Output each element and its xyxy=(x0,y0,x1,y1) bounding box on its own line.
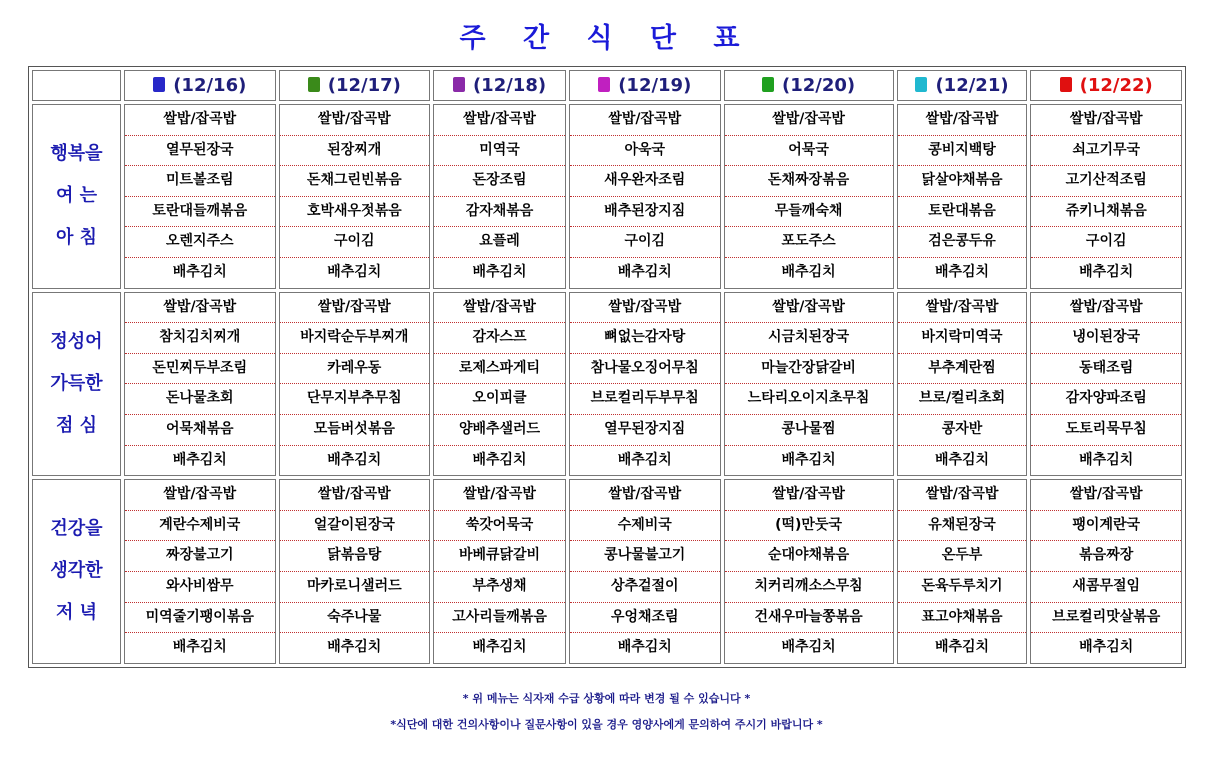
menu-item: 쌀밥/잡곡밥 xyxy=(434,105,565,136)
day-date: (12/19) xyxy=(618,75,692,96)
menu-item: 시금치된장국 xyxy=(725,323,893,354)
menu-cell xyxy=(569,479,721,664)
menu-item: 돈나물초회 xyxy=(125,384,275,415)
menu-item: 콩나물불고기 xyxy=(570,541,720,572)
menu-item: 배추된장지짐 xyxy=(570,197,720,228)
menu-item: 열무된장지짐 xyxy=(570,415,720,446)
menu-cell xyxy=(1030,479,1182,664)
meal-label-line: 점 심 xyxy=(55,414,98,436)
menu-item: 열무된장국 xyxy=(125,136,275,167)
menu-item: 카레우동 xyxy=(280,354,430,385)
menu-item: 브로/컬리초회 xyxy=(898,384,1027,415)
menu-item: 브로컬리맛살볶음 xyxy=(1031,603,1181,634)
menu-item: 배추김치 xyxy=(172,639,227,656)
menu-item: 팽이계란국 xyxy=(1031,511,1181,542)
menu-item: 바지락미역국 xyxy=(898,323,1027,354)
menu-item: 배추김치 xyxy=(617,639,672,656)
menu-item: 쌀밥/잡곡밥 xyxy=(570,293,720,324)
menu-item: 쑥갓어묵국 xyxy=(434,511,565,542)
menu-item: 고사리들깨볶음 xyxy=(434,603,565,634)
meal-label-dinner xyxy=(32,479,121,664)
menu-item: 구이김 xyxy=(1031,227,1181,258)
menu-item: 참치김치찌개 xyxy=(125,323,275,354)
menu-item: 쌀밥/잡곡밥 xyxy=(898,293,1027,324)
menu-item: 배추김치 xyxy=(617,451,672,468)
menu-item: 마카로니샐러드 xyxy=(280,572,430,603)
menu-item: 쌀밥/잡곡밥 xyxy=(280,480,430,511)
menu-item: 단무지부추무침 xyxy=(280,384,430,415)
meal-label-line: 행복을 xyxy=(50,143,103,165)
day-header-wed xyxy=(433,70,566,101)
menu-item: 미역국 xyxy=(434,136,565,167)
menu-item: 배추김치 xyxy=(327,263,382,280)
menu-item: 감자채볶음 xyxy=(434,197,565,228)
menu-item: 닭볶음탕 xyxy=(280,541,430,572)
menu-item: 오렌지주스 xyxy=(125,227,275,258)
menu-item: 쌀밥/잡곡밥 xyxy=(898,480,1027,511)
meal-label-line: 생각한 xyxy=(50,560,103,582)
menu-cell xyxy=(433,292,566,477)
menu-cell xyxy=(279,479,431,664)
meal-row-breakfast xyxy=(32,104,1182,289)
weekday-icon xyxy=(1060,77,1072,92)
menu-item: 쌀밥/잡곡밥 xyxy=(725,480,893,511)
menu-item: 된장찌개 xyxy=(280,136,430,167)
menu-item: 뼈없는감자탕 xyxy=(570,323,720,354)
weekday-icon xyxy=(598,77,610,92)
day-header-thu xyxy=(569,70,721,101)
menu-cell xyxy=(897,292,1028,477)
notice-inquiry: *식단에 대한 건의사항이나 질문사항이 있을 경우 영양사에게 문의하여 주시기 바랍니다 * xyxy=(390,718,823,731)
menu-cell xyxy=(1030,104,1182,289)
menu-item: 쌀밥/잡곡밥 xyxy=(1031,105,1181,136)
menu-item: 부추계란찜 xyxy=(898,354,1027,385)
menu-cell xyxy=(724,479,894,664)
day-date: (12/20) xyxy=(782,75,856,96)
menu-item: 양배추샐러드 xyxy=(434,415,565,446)
menu-item: (떡)만둣국 xyxy=(725,511,893,542)
menu-cell xyxy=(569,104,721,289)
menu-item: 쇠고기무국 xyxy=(1031,136,1181,167)
menu-item: 돈장조림 xyxy=(434,166,565,197)
menu-item: 쌀밥/잡곡밥 xyxy=(280,105,430,136)
menu-item: 쥬키니채볶음 xyxy=(1031,197,1181,228)
menu-item: 계란수제비국 xyxy=(125,511,275,542)
menu-item: 바지락순두부찌개 xyxy=(280,323,430,354)
menu-item: 로제스파게티 xyxy=(434,354,565,385)
menu-item: 무들깨숙채 xyxy=(725,197,893,228)
menu-item: 쌀밥/잡곡밥 xyxy=(125,105,275,136)
menu-item: 표고야채볶음 xyxy=(898,603,1027,634)
menu-item: 숙주나물 xyxy=(280,603,430,634)
menu-cell xyxy=(1030,292,1182,477)
menu-item: 콩나물찜 xyxy=(725,415,893,446)
menu-item: 어묵국 xyxy=(725,136,893,167)
menu-item: 느타리오이지초무침 xyxy=(725,384,893,415)
menu-item: 돈육두루치기 xyxy=(898,572,1027,603)
menu-item: 배추김치 xyxy=(1079,639,1134,656)
menu-item: 쌀밥/잡곡밥 xyxy=(125,293,275,324)
menu-item: 참나물오징어무침 xyxy=(570,354,720,385)
menu-item: 수제비국 xyxy=(570,511,720,542)
meal-label-line: 정성어 xyxy=(50,330,103,352)
menu-item: 새콤무절임 xyxy=(1031,572,1181,603)
menu-item: 상추겉절이 xyxy=(570,572,720,603)
menu-item: 쌀밥/잡곡밥 xyxy=(1031,293,1181,324)
menu-item: 오이피클 xyxy=(434,384,565,415)
menu-item: 배추김치 xyxy=(1079,263,1134,280)
meal-row-dinner xyxy=(32,479,1182,664)
menu-item: 쌀밥/잡곡밥 xyxy=(898,105,1027,136)
menu-cell xyxy=(897,104,1028,289)
menu-item: 배추김치 xyxy=(934,639,990,656)
menu-cell xyxy=(724,292,894,477)
menu-item: 어묵채볶음 xyxy=(125,415,275,446)
menu-item: 감자양파조림 xyxy=(1031,384,1181,415)
weekday-icon xyxy=(308,77,320,92)
menu-item: 쌀밥/잡곡밥 xyxy=(434,480,565,511)
menu-item: 바베큐닭갈비 xyxy=(434,541,565,572)
menu-item: 구이김 xyxy=(280,227,430,258)
menu-item: 쌀밥/잡곡밥 xyxy=(570,105,720,136)
day-date: (12/21) xyxy=(935,75,1009,96)
menu-item: 배추김치 xyxy=(172,451,227,468)
menu-cell xyxy=(124,292,276,477)
menu-item: 온두부 xyxy=(898,541,1027,572)
menu-item: 구이김 xyxy=(570,227,720,258)
menu-cell xyxy=(124,479,276,664)
meal-label-line: 저 녁 xyxy=(55,602,98,624)
menu-item: 모듬버섯볶음 xyxy=(280,415,430,446)
menu-cell xyxy=(279,292,431,477)
menu-item: 와사비쌈무 xyxy=(125,572,275,603)
menu-item: 감자스프 xyxy=(434,323,565,354)
menu-item: 동태조림 xyxy=(1031,354,1181,385)
menu-item: 배추김치 xyxy=(781,263,836,280)
menu-item: 쌀밥/잡곡밥 xyxy=(434,293,565,324)
day-date: (12/16) xyxy=(173,75,247,96)
weekday-icon xyxy=(762,77,774,92)
menu-cell xyxy=(433,104,566,289)
meal-label-line: 건강을 xyxy=(50,518,103,540)
menu-item: 배추김치 xyxy=(472,639,527,656)
menu-item: 배추김치 xyxy=(781,639,836,656)
menu-item: 토란대볶음 xyxy=(898,197,1027,228)
day-header-tue xyxy=(279,70,431,101)
menu-item: 우엉채조림 xyxy=(570,603,720,634)
day-header-row xyxy=(32,70,1182,101)
menu-item: 콩비지백탕 xyxy=(898,136,1027,167)
menu-item: 배추김치 xyxy=(172,263,227,280)
weekday-icon xyxy=(915,77,927,92)
menu-item: 호박새우젓볶음 xyxy=(280,197,430,228)
day-date: (12/22) xyxy=(1079,75,1153,96)
menu-item: 닭살야채볶음 xyxy=(898,166,1027,197)
menu-item: 마늘간장닭갈비 xyxy=(725,354,893,385)
weekday-icon xyxy=(453,77,465,92)
day-header-sun xyxy=(1030,70,1182,101)
menu-item: 쌀밥/잡곡밥 xyxy=(125,480,275,511)
meal-label-line: 아 침 xyxy=(55,227,98,249)
day-header-fri xyxy=(724,70,894,101)
menu-item: 고기산적조림 xyxy=(1031,166,1181,197)
menu-item: 배추김치 xyxy=(934,451,990,468)
menu-item: 순대야채볶음 xyxy=(725,541,893,572)
day-header-mon xyxy=(124,70,276,101)
menu-cell xyxy=(124,104,276,289)
menu-item: 배추김치 xyxy=(327,639,382,656)
menu-item: 새우완자조림 xyxy=(570,166,720,197)
menu-item: 토란대들깨볶음 xyxy=(125,197,275,228)
menu-item: 브로컬리두부무침 xyxy=(570,384,720,415)
menu-cell xyxy=(897,479,1028,664)
menu-item: 배추김치 xyxy=(934,263,990,280)
menu-item: 유채된장국 xyxy=(898,511,1027,542)
menu-item: 쌀밥/잡곡밥 xyxy=(725,105,893,136)
menu-cell xyxy=(279,104,431,289)
menu-item: 돈민찌두부조림 xyxy=(125,354,275,385)
menu-item: 콩자반 xyxy=(898,415,1027,446)
menu-item: 쌀밥/잡곡밥 xyxy=(725,293,893,324)
menu-item: 냉이된장국 xyxy=(1031,323,1181,354)
menu-item: 부추생채 xyxy=(434,572,565,603)
menu-item: 돈채짜장볶음 xyxy=(725,166,893,197)
menu-item: 돈채그린빈볶음 xyxy=(280,166,430,197)
menu-item: 배추김치 xyxy=(1079,451,1134,468)
weekday-icon xyxy=(153,77,165,92)
menu-item: 짜장불고기 xyxy=(125,541,275,572)
menu-item: 치커리깨소스무침 xyxy=(725,572,893,603)
meal-label-breakfast xyxy=(32,104,121,289)
menu-item: 배추김치 xyxy=(472,263,527,280)
corner-cell xyxy=(32,70,121,101)
menu-item: 아욱국 xyxy=(570,136,720,167)
menu-cell xyxy=(724,104,894,289)
menu-item: 검은콩두유 xyxy=(898,227,1027,258)
page-title: 주 간 식 단 표 xyxy=(459,23,754,54)
day-date: (12/18) xyxy=(472,75,547,96)
menu-item: 도토리묵무침 xyxy=(1031,415,1181,446)
menu-item: 배추김치 xyxy=(617,263,672,280)
meal-label-line: 여 는 xyxy=(55,185,98,207)
menu-item: 미역줄기팽이볶음 xyxy=(125,603,275,634)
day-header-sat xyxy=(897,70,1028,101)
notice-supply-change: * 위 메뉴는 식자재 수급 상황에 따라 변경 될 수 있습니다 * xyxy=(462,692,751,705)
menu-cell xyxy=(433,479,566,664)
menu-item: 쌀밥/잡곡밥 xyxy=(280,293,430,324)
day-date: (12/17) xyxy=(327,75,401,96)
menu-item: 배추김치 xyxy=(781,451,836,468)
weekly-menu-table xyxy=(28,66,1186,668)
meal-label-lunch xyxy=(32,292,121,477)
menu-item: 쌀밥/잡곡밥 xyxy=(570,480,720,511)
meal-row-lunch xyxy=(32,292,1182,477)
menu-item: 쌀밥/잡곡밥 xyxy=(1031,480,1181,511)
menu-item: 미트볼조림 xyxy=(125,166,275,197)
meal-label-line: 가득한 xyxy=(50,372,103,394)
menu-cell xyxy=(569,292,721,477)
menu-item: 건새우마늘쫑볶음 xyxy=(725,603,893,634)
menu-item: 포도주스 xyxy=(725,227,893,258)
menu-item: 배추김치 xyxy=(472,451,527,468)
menu-item: 배추김치 xyxy=(327,451,382,468)
menu-item: 요플레 xyxy=(434,227,565,258)
menu-item: 얼갈이된장국 xyxy=(280,511,430,542)
menu-item: 볶음짜장 xyxy=(1031,541,1181,572)
